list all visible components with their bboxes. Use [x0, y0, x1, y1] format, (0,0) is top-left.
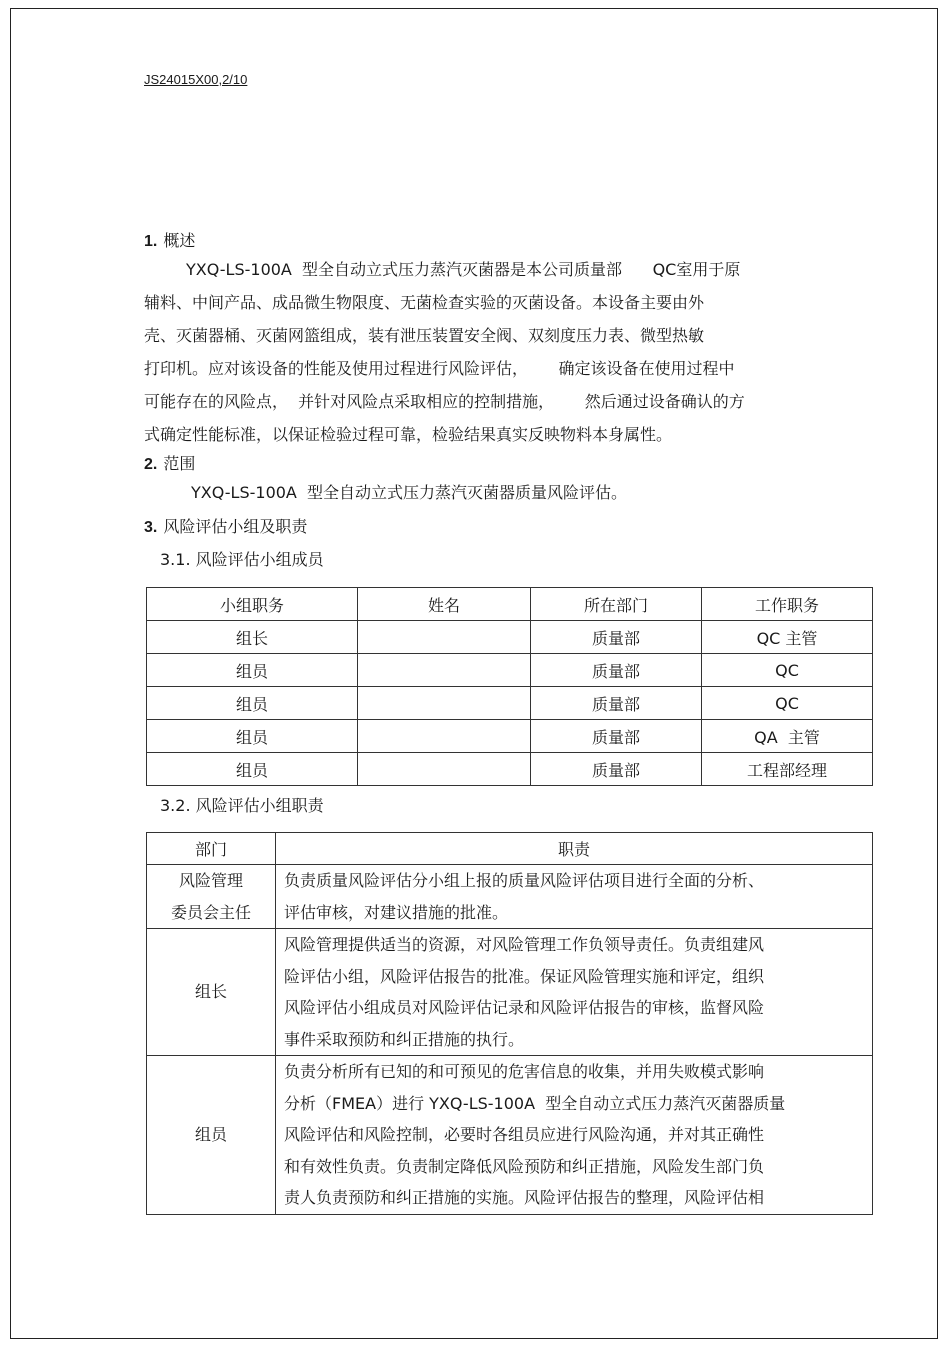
duty-line: 负责分析所有已知的和可预见的危害信息的收集，并用失败模式影响	[284, 1062, 765, 1081]
duty-line: 分析（FMEA）进行 YXQ-LS-100A 型全自动立式压力蒸汽灭菌器质量	[284, 1093, 786, 1113]
subsection-3-2-title: 3.2. 风险评估小组职责	[160, 796, 324, 815]
member-role: 组员	[147, 654, 358, 687]
section-1-line: 辅料、中间产品、成品微生物限度、无菌检查实验的灭菌设备。本设备主要由外	[144, 293, 705, 312]
member-position: QC	[702, 687, 873, 720]
members-header-cell: 工作职务	[702, 588, 873, 621]
duty-description	[276, 865, 873, 929]
table-row	[147, 687, 873, 720]
section-2-body: YXQ-LS-100A 型全自动立式压力蒸汽灭菌器质量风险评估。	[191, 483, 628, 502]
member-name	[358, 720, 531, 753]
duties-table	[146, 832, 873, 1215]
member-department: 质量部	[531, 753, 702, 786]
members-header-cell: 所在部门	[531, 588, 702, 621]
duty-department	[147, 1056, 276, 1215]
duty-department-line: 委员会主任	[170, 902, 251, 922]
document-code: JS24015X00,2/10	[144, 72, 248, 87]
section-1-body	[144, 253, 745, 451]
members-header-row	[147, 588, 873, 621]
section-3-number: 3.	[144, 519, 158, 536]
member-name	[358, 621, 531, 654]
table-row	[147, 865, 873, 929]
duty-line: 负责质量风险评估分小组上报的质量风险评估项目进行全面的分析、	[284, 871, 765, 890]
section-1-heading	[144, 228, 195, 251]
section-3-heading	[144, 514, 307, 537]
duty-department-line: 风险管理	[178, 871, 243, 890]
duties-header-cell: 职责	[276, 833, 873, 865]
section-3-title: 风险评估小组及职责	[163, 517, 308, 536]
member-role: 组员	[147, 687, 358, 720]
member-position: QA 主管	[702, 720, 873, 753]
table-row	[147, 720, 873, 753]
duties-header-cell: 部门	[147, 833, 276, 865]
section-2-heading	[144, 451, 195, 474]
duty-department	[147, 929, 276, 1056]
member-department: 质量部	[531, 687, 702, 720]
duty-line: 事件采取预防和纠正措施的执行。	[284, 1029, 525, 1049]
section-1-number: 1.	[144, 233, 158, 250]
duty-description	[276, 929, 873, 1056]
section-1-title: 概述	[163, 231, 196, 250]
member-role: 组员	[147, 753, 358, 786]
member-position: 工程部经理	[702, 753, 873, 786]
members-table	[146, 587, 873, 786]
member-name	[358, 654, 531, 687]
member-role: 组长	[147, 621, 358, 654]
member-department: 质量部	[531, 720, 702, 753]
duty-description	[276, 1056, 873, 1215]
member-name	[358, 687, 531, 720]
section-2-number: 2.	[144, 456, 158, 473]
member-name	[358, 753, 531, 786]
section-1-line: 式确定性能标准，以保证检验过程可靠，检验结果真实反映物料本身属性。	[144, 425, 673, 444]
members-header-cell: 姓名	[358, 588, 531, 621]
table-row	[147, 1056, 873, 1215]
member-position: QC 主管	[702, 621, 873, 654]
section-1-line: 可能存在的风险点， 并针对风险点采取相应的控制措施， 然后通过设备确认的方	[144, 392, 745, 411]
subsection-3-1-title: 3.1. 风险评估小组成员	[160, 550, 324, 569]
table-row	[147, 654, 873, 687]
member-department: 质量部	[531, 621, 702, 654]
duty-department-line: 组长	[194, 982, 227, 1002]
members-header-cell: 小组职务	[147, 588, 358, 621]
member-position: QC	[702, 654, 873, 687]
duty-line: 评估审核，对建议措施的批准。	[284, 902, 509, 922]
member-role: 组员	[147, 720, 358, 753]
table-row	[147, 929, 873, 1056]
duty-line: 责人负责预防和纠正措施的实施。风险评估报告的整理，风险评估相	[284, 1188, 765, 1207]
section-1-line: 打印机。应对该设备的性能及使用过程进行风险评估， 确定该设备在使用过程中	[144, 359, 735, 378]
table-row	[147, 753, 873, 786]
section-1-line: YXQ-LS-100A 型全自动立式压力蒸汽灭菌器是本公司质量部 QC室用于原	[186, 260, 741, 279]
duty-line: 风险评估小组成员对风险评估记录和风险评估报告的审核，监督风险	[284, 998, 765, 1017]
duty-line: 风险评估和风险控制，必要时各组员应进行风险沟通，并对其正确性	[284, 1125, 765, 1144]
duty-line: 险评估小组，风险评估报告的批准。保证风险管理实施和评定，组织	[284, 966, 765, 986]
duty-line: 风险管理提供适当的资源，对风险管理工作负领导责任。负责组建风	[284, 935, 765, 954]
section-2-title: 范围	[163, 454, 196, 473]
duty-department	[147, 865, 276, 929]
section-1-line: 壳、灭菌器桶、灭菌网篮组成，装有泄压装置安全阀、双刻度压力表、微型热敏	[144, 326, 705, 345]
member-department: 质量部	[531, 654, 702, 687]
duty-department-line: 组员	[194, 1125, 227, 1144]
table-row	[147, 621, 873, 654]
duty-line: 和有效性负责。负责制定降低风险预防和纠正措施，风险发生部门负	[284, 1156, 765, 1176]
duties-header-row	[147, 833, 873, 865]
